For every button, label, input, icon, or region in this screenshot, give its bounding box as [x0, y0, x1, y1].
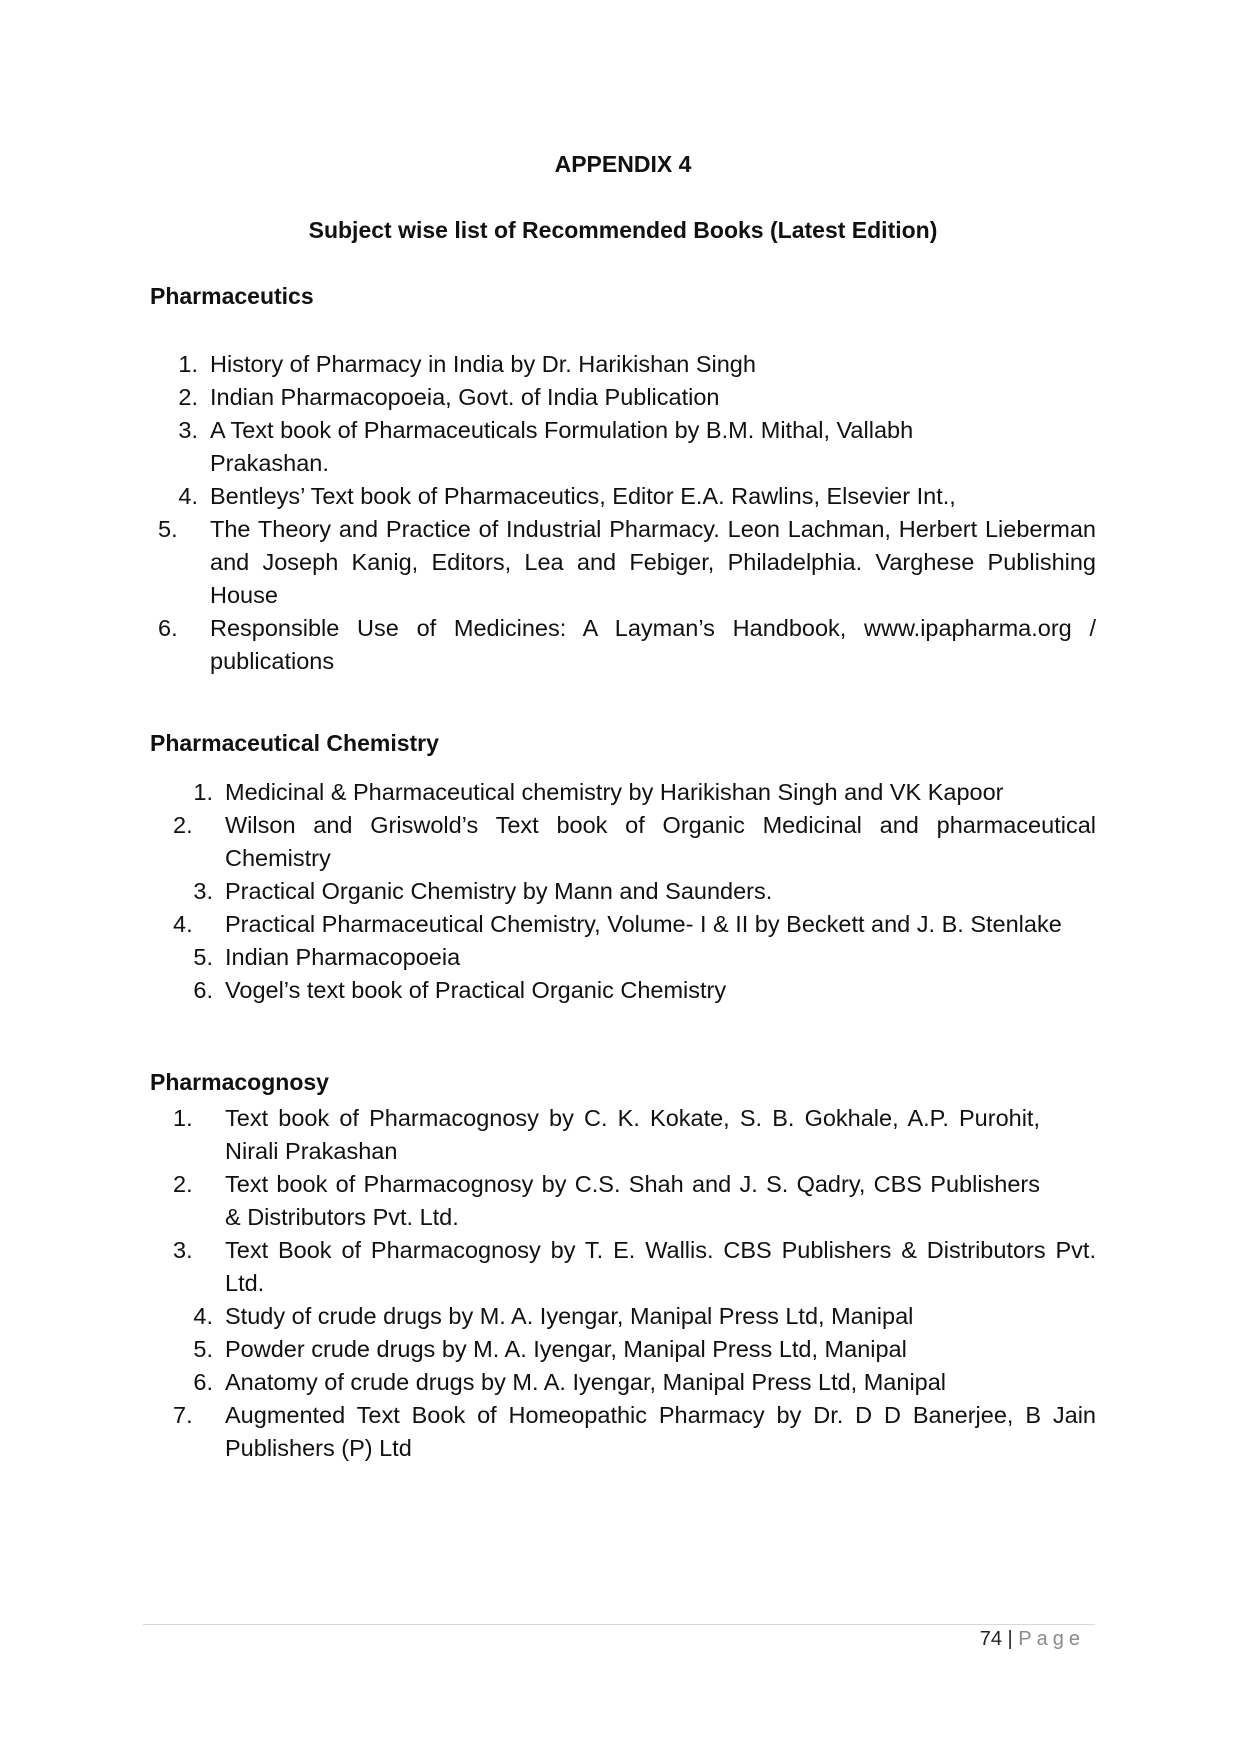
- list-item-number: 2.: [173, 1171, 193, 1197]
- list-item: [178, 480, 1096, 513]
- footer-separator: |: [1007, 1628, 1013, 1650]
- page-subtitle: Subject wise list of Recommended Books (Latest Edition): [308, 217, 938, 243]
- book-list-pharmacognosy: [173, 1102, 1096, 1465]
- list-item-text: Text book of Pharmacognosy by C.S. Shah and J. S. Qadry, CBS Publishers & Distributors Pvt. Ltd.: [225, 1171, 1040, 1230]
- list-item-number: 4.: [173, 911, 193, 937]
- list-item-text: Augmented Text Book of Homeopathic Pharmacy by Dr. D D Banerjee, B Jain Publishers (P) Ltd: [225, 1402, 1096, 1461]
- list-item-number: 4.: [193, 1303, 213, 1329]
- list-item-number: 1.: [173, 1105, 193, 1131]
- list-item: [158, 513, 1096, 612]
- book-list-pharmaceutics: [158, 348, 1096, 678]
- list-item-text: History of Pharmacy in India by Dr. Harikishan Singh: [210, 351, 756, 377]
- page-number: 74: [979, 1628, 1002, 1650]
- list-item-number: 6.: [158, 615, 178, 641]
- list-item-text: Study of crude drugs by M. A. Iyengar, Manipal Press Ltd, Manipal: [225, 1303, 914, 1329]
- list-item-number: 5.: [193, 944, 213, 970]
- list-item-text: A Text book of Pharmaceuticals Formulation by B.M. Mithal, Vallabh Prakashan.: [210, 417, 914, 476]
- list-item: [158, 612, 1096, 678]
- list-item-number: 3.: [178, 417, 198, 443]
- list-item-text: Bentleys’ Text book of Pharmaceutics, Editor E.A. Rawlins, Elsevier Int.,: [210, 483, 956, 509]
- page-footer: [980, 1628, 1085, 1651]
- list-item-text: Medicinal & Pharmaceutical chemistry by Harikishan Singh and VK Kapoor: [225, 779, 1004, 805]
- list-item: [193, 1300, 1096, 1333]
- list-item-number: 2.: [178, 384, 198, 410]
- list-item-text: Practical Organic Chemistry by Mann and Saunders.: [225, 878, 773, 904]
- list-item-text: The Theory and Practice of Industrial Pharmacy. Leon Lachman, Herbert Lieberman and Joseph Kanig, Editors, Lea and Febiger, Philadelphia. Varghese Publishing House: [210, 516, 1096, 608]
- list-item: [173, 1102, 1040, 1168]
- list-item-number: 2.: [173, 812, 193, 838]
- list-item-number: 3.: [193, 878, 213, 904]
- list-item-number: 5.: [193, 1336, 213, 1362]
- list-item-number: 4.: [178, 483, 198, 509]
- list-item-text: Anatomy of crude drugs by M. A. Iyengar, Manipal Press Ltd, Manipal: [225, 1369, 947, 1395]
- section-heading-pharmaceutics: Pharmaceutics: [150, 283, 314, 309]
- list-item-text: Indian Pharmacopoeia: [225, 944, 461, 970]
- footer-divider: [143, 1624, 1095, 1625]
- list-item-text: Vogel’s text book of Practical Organic Chemistry: [225, 977, 727, 1003]
- list-item-text: Wilson and Griswold’s Text book of Organic Medicinal and pharmaceutical Chemistry: [225, 812, 1096, 871]
- list-item-number: 5.: [158, 516, 178, 542]
- list-item: [193, 941, 1096, 974]
- list-item: [178, 348, 1096, 381]
- list-item: [178, 414, 990, 480]
- list-item: [173, 1168, 1040, 1234]
- list-item-number: 1.: [178, 351, 198, 377]
- page-word: Page: [1018, 1628, 1085, 1650]
- list-item: [193, 974, 1096, 1007]
- list-item: [178, 381, 1096, 414]
- list-item: [173, 809, 1096, 875]
- list-item: [193, 875, 1096, 908]
- list-item-number: 6.: [193, 977, 213, 1003]
- list-item-text: Indian Pharmacopoeia, Govt. of India Publication: [210, 384, 720, 410]
- section-heading-pharmaceutical-chemistry: Pharmaceutical Chemistry: [150, 730, 439, 756]
- list-item-number: 3.: [173, 1237, 193, 1263]
- list-item: [193, 776, 1096, 809]
- book-list-pharmaceutical-chemistry: [173, 776, 1096, 1007]
- list-item: [173, 908, 1096, 941]
- list-item-number: 7.: [173, 1402, 193, 1428]
- list-item-text: Text book of Pharmacognosy by C. K. Kokate, S. B. Gokhale, A.P. Purohit, Nirali Prakashan: [225, 1105, 1040, 1164]
- list-item-text: Practical Pharmaceutical Chemistry, Volume- I & II by Beckett and J. B. Stenlake: [225, 911, 1062, 937]
- list-item: [173, 1234, 1096, 1300]
- list-item-number: 1.: [193, 779, 213, 805]
- page-title: APPENDIX 4: [554, 151, 692, 177]
- list-item: [193, 1333, 1096, 1366]
- list-item-text: Powder crude drugs by M. A. Iyengar, Manipal Press Ltd, Manipal: [225, 1336, 907, 1362]
- list-item: [193, 1366, 1096, 1399]
- section-heading-pharmacognosy: Pharmacognosy: [150, 1069, 329, 1095]
- list-item-text: Text Book of Pharmacognosy by T. E. Wallis. CBS Publishers & Distributors Pvt. Ltd.: [225, 1237, 1096, 1296]
- list-item: [173, 1399, 1096, 1465]
- list-item-number: 6.: [193, 1369, 213, 1395]
- list-item-text: Responsible Use of Medicines: A Layman’s Handbook, www.ipapharma.org / publications: [210, 615, 1096, 674]
